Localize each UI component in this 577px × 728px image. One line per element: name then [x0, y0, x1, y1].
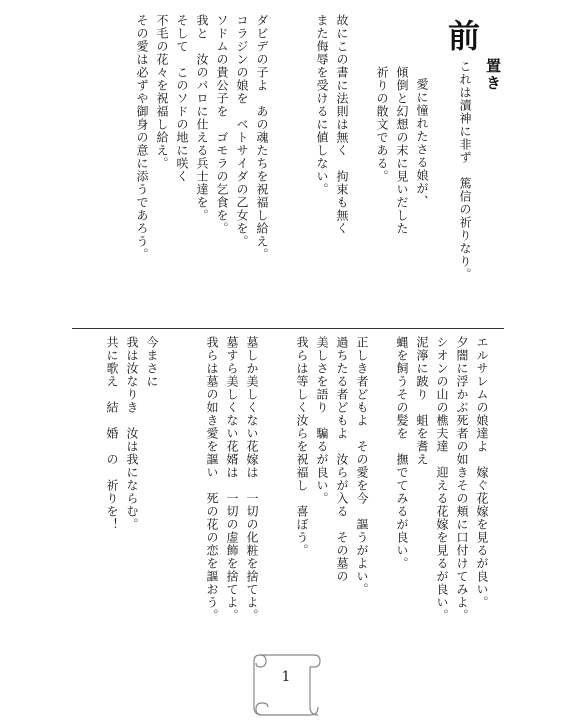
preface-line: また侮辱を受けるに値しない。 — [315, 14, 329, 196]
preface-line: コラジンの娘を ベトサイダの乙女を。 — [235, 14, 249, 248]
poem-line: 美しさを語り 騙るが良い。 — [315, 336, 329, 505]
poem-line: 墓すら美しくない花婿は 一切の虚飾を捨てよ。 — [225, 336, 239, 622]
preface-line: 不毛の花々を祝福し給え。 — [155, 14, 169, 170]
poem-line: 蝿を飼うその髪を 撫でてみるが良い。 — [395, 336, 409, 570]
preface-line: 祈りの散文である。 — [375, 66, 389, 183]
poem-line: 我は汝なりき 汝は我にならむ。 — [125, 336, 139, 531]
preface-line: 傾倒と幻想の末に見いだした — [395, 66, 409, 235]
preface-line: 我と 汝のパロに仕える兵士達を。 — [195, 14, 209, 222]
page-number: 1 — [281, 669, 291, 685]
page-number-scroll — [244, 645, 328, 721]
preface-line: その愛は必ずや御身の意に添うであろう。 — [135, 14, 149, 261]
preface-line: 愛に憧れたさる娘が、 — [415, 78, 429, 208]
poem-line: 墓しか美しくない花嫁は 一切の化粧を捨てよ。 — [245, 336, 259, 622]
preface-line: ダビデの子よ あの魂たちを祝福し給え。 — [255, 14, 269, 261]
poem-line: エルサレムの娘達よ 嫁ぐ花嫁を見るが良い。 — [475, 336, 489, 609]
poem-line: 今まさに — [145, 336, 159, 388]
preface-title-suffix: 置き — [484, 58, 502, 92]
preface-title: 前 — [448, 17, 481, 55]
preface-line: 故にこの書に法則は無く 拘束も無く — [335, 14, 349, 235]
preface-line: ソドムの貴公子を ゴモラの乞食を。 — [215, 14, 229, 235]
poem-line: シオンの山の樵夫達 迎える花嫁を見るが良い。 — [435, 336, 449, 622]
poem-line: 我らは墓の如き愛を謳い 死の花の恋を謳おう。 — [205, 336, 219, 622]
preface-line: これは瀆神に非ず 篤信の祈りなり。 — [458, 60, 472, 281]
poem-line: 泥濘に跛り 蛆を耆え — [415, 336, 429, 466]
section-divider — [72, 328, 504, 329]
poem-line: 過ちたる者どもよ 汝らが入る その墓の — [335, 336, 349, 583]
poem-line: 我らは等しく汝らを祝福し 喜ぼう。 — [295, 336, 309, 557]
poem-line: 夕闇に浮かぶ死者の如きその頬に口付けてみよ。 — [455, 336, 469, 622]
poem-line: 正しき者どもよ その愛を今 謳うがよい。 — [355, 336, 369, 596]
poem-line: 共に歌え 結 婚 の 祈りを！ — [105, 336, 119, 531]
preface-line: そして このソドの地に咲く — [175, 14, 189, 183]
